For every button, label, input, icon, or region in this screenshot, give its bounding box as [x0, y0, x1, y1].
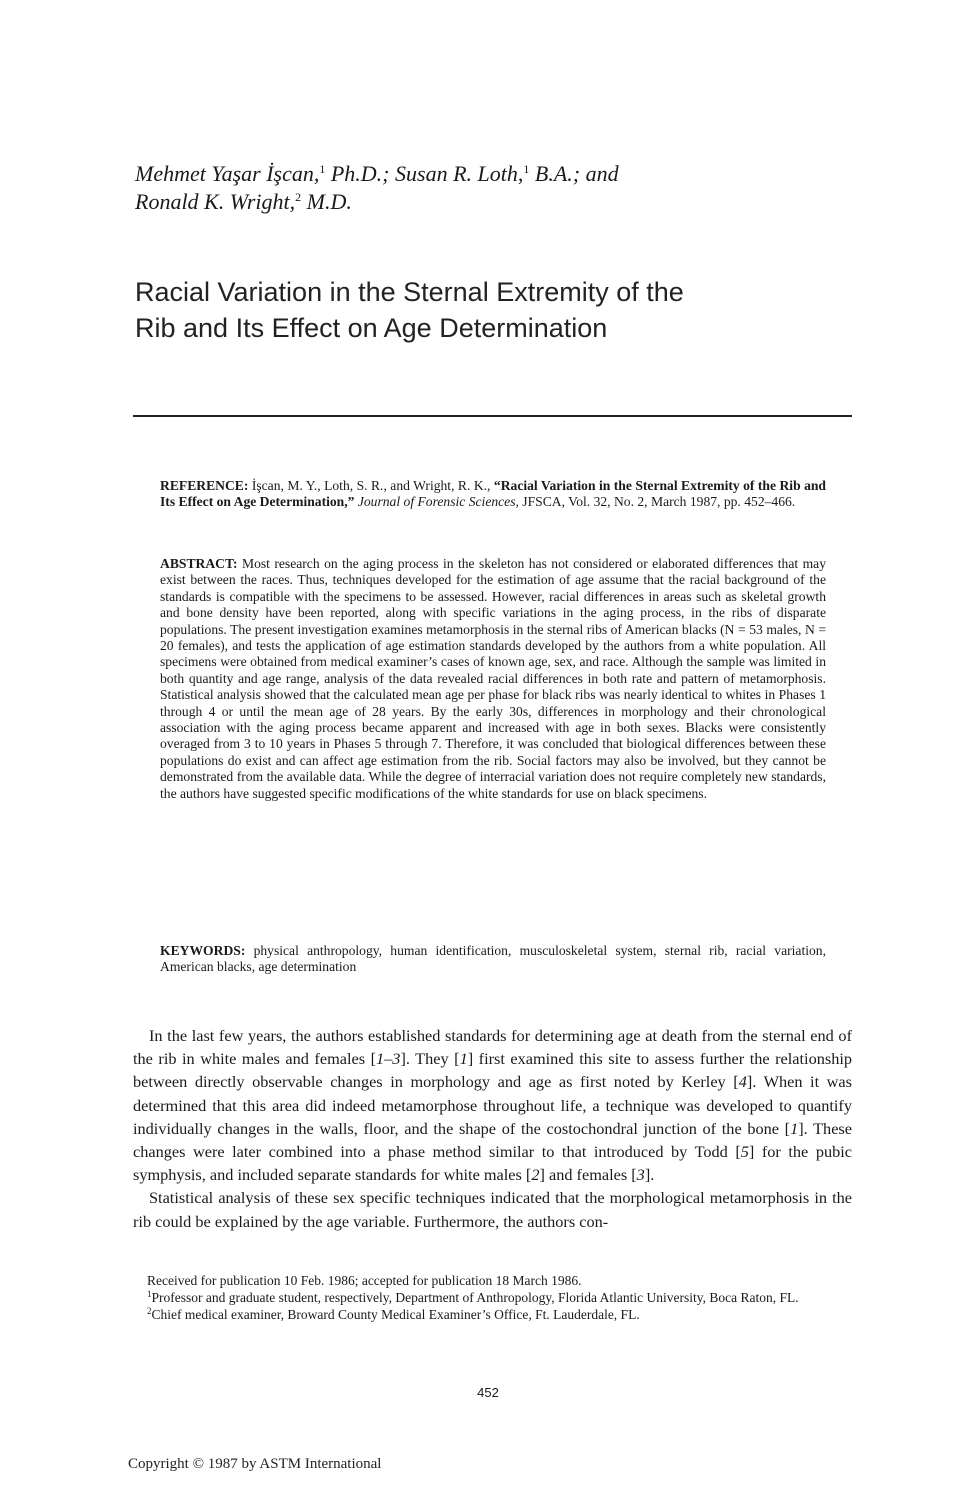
footnote-text: Chief medical examiner, Broward County Medical Examiner’s Office, Ft. Lauderdale, FL.	[151, 1307, 640, 1322]
body-text-run: ]. They [	[400, 1049, 460, 1069]
footnote-text: Professor and graduate student, respectively, Department of Anthropology, Florida Atlantic University, Boca Raton, FL.	[151, 1290, 799, 1305]
article-title	[135, 274, 855, 346]
citation-ref: 4	[738, 1072, 747, 1092]
footnote-mark: 1	[147, 1289, 152, 1299]
page-number: 452	[477, 1385, 499, 1400]
reference-citation: JFSCA, Vol. 32, No. 2, March 1987, pp. 452–466.	[518, 494, 796, 510]
reference-article-title: “Racial Variation in the Sternal Extremity of the Rib and Its Effect on Age Determination,”	[160, 478, 826, 510]
body-text-run: ] for the pubic symphysis, and included separate standards for white males [	[133, 1142, 852, 1185]
title-divider	[133, 415, 852, 417]
abstract-block	[160, 556, 826, 802]
body-text-run: ] and females [	[539, 1165, 637, 1185]
body-text-run: ]. When it was determined that this area did indeed metamorphose throughout life, a technique was developed to quantify individually changes in the walls, floor, and the shape of the costochondral junction of the bone [	[133, 1072, 852, 1138]
footnote	[133, 1289, 852, 1306]
author-name: Mehmet Yaşar İşcan,	[135, 161, 320, 186]
reference-label: REFERENCE:	[160, 478, 249, 493]
affiliation-mark: 1	[319, 162, 326, 176]
title-line: Racial Variation in the Sternal Extremity of the	[135, 277, 684, 307]
reference-block	[160, 478, 826, 511]
body-paragraph	[133, 1024, 852, 1186]
footnotes	[133, 1272, 852, 1323]
author-name: Ronald K. Wright,	[135, 189, 296, 214]
author-list	[135, 160, 855, 216]
author-degree: Ph.D.;	[325, 161, 396, 186]
footnote-mark: 2	[147, 1306, 152, 1316]
reference-journal: Journal of Forensic Sciences,	[354, 494, 519, 510]
citation-ref: 1	[459, 1049, 468, 1069]
citation-ref: 1–3	[376, 1049, 401, 1069]
author-name: Susan R. Loth,	[395, 161, 524, 186]
footnote	[133, 1306, 852, 1323]
keywords-label: KEYWORDS:	[160, 943, 246, 958]
title-line: Rib and Its Effect on Age Determination	[135, 313, 608, 343]
reference-authors: İşcan, M. Y., Loth, S. R., and Wright, R. K.,	[248, 478, 494, 493]
citation-ref: 5	[740, 1142, 749, 1162]
body-text-run: ].	[644, 1165, 655, 1185]
affiliation-mark: 2	[295, 190, 302, 204]
citation-ref: 2	[531, 1165, 540, 1185]
affiliation-mark: 1	[523, 162, 530, 176]
body-text-run: In the last few years, the authors established standards for determining age at death from the sternal end of the rib in white males and females [	[133, 1026, 852, 1069]
body-text-run: ] first examined this site to assess further the relationship between directly observable changes in morphology and age as first noted by Kerley [	[133, 1049, 852, 1092]
abstract-text: Most research on the aging process in the skeleton has not considered or elaborated differences that may exist between the races. Thus, techniques developed for the estimation of age assume that the racial background of the standards is compatible with the specimens to be assessed. However, racial differences in areas such as skeletal growth and bone density have been reported, along with specific variations in the aging process, in the ribs of disparate populations. The present investigation examines metamorphosis in the sternal ribs of American blacks (N = 53 males, N = 20 females), and tests the application of age estimation standards developed by the authors from a white population. All specimens were obtained from medical examiner’s cases of known age, sex, and race. Although the sample was limited in both quantity and age range, analysis of the data revealed racial differences in both rate and pattern of metamorphosis. Statistical analysis showed that the calculated mean age per phase for black ribs was nearly identical to whites in Phases 1 through 4 or until the mean age of 28 years. By the early 30s, differences in morphology and their chronological association with the aging process became apparent and increased with age in both sexes. Blacks were consistently overaged from 3 to 10 years in Phases 5 through 7. Therefore, it was concluded that biological differences between these populations do exist and can affect age estimation from the rib. Social factors may also be involved, but they cannot be demonstrated from the available data. While the degree of interracial variation does not require completely new standards, the authors have suggested specific modifications of the white standards for use on black specimens.	[160, 556, 826, 801]
citation-ref: 3	[636, 1165, 645, 1185]
author-degree: M.D.	[301, 189, 352, 214]
abstract-label: ABSTRACT:	[160, 556, 238, 571]
keywords-text: physical anthropology, human identification, musculoskeletal system, sternal rib, racial variation, American blacks, age determination	[160, 943, 826, 975]
body-paragraph: Statistical analysis of these sex specific techniques indicated that the morphological metamorphosis in the rib could be explained by the age variable. Furthermore, the authors con-	[133, 1188, 852, 1231]
citation-ref: 1	[790, 1118, 799, 1138]
article-body	[133, 1024, 852, 1233]
keywords-block	[160, 943, 826, 976]
received-note: Received for publication 10 Feb. 1986; accepted for publication 18 March 1986.	[147, 1273, 582, 1288]
author-degree: B.A.; and	[529, 161, 619, 186]
copyright-notice: Copyright © 1987 by ASTM International	[128, 1456, 382, 1472]
body-text-run: ]. These changes were later combined into a phase method similar to that introduced by Todd [	[133, 1118, 852, 1162]
